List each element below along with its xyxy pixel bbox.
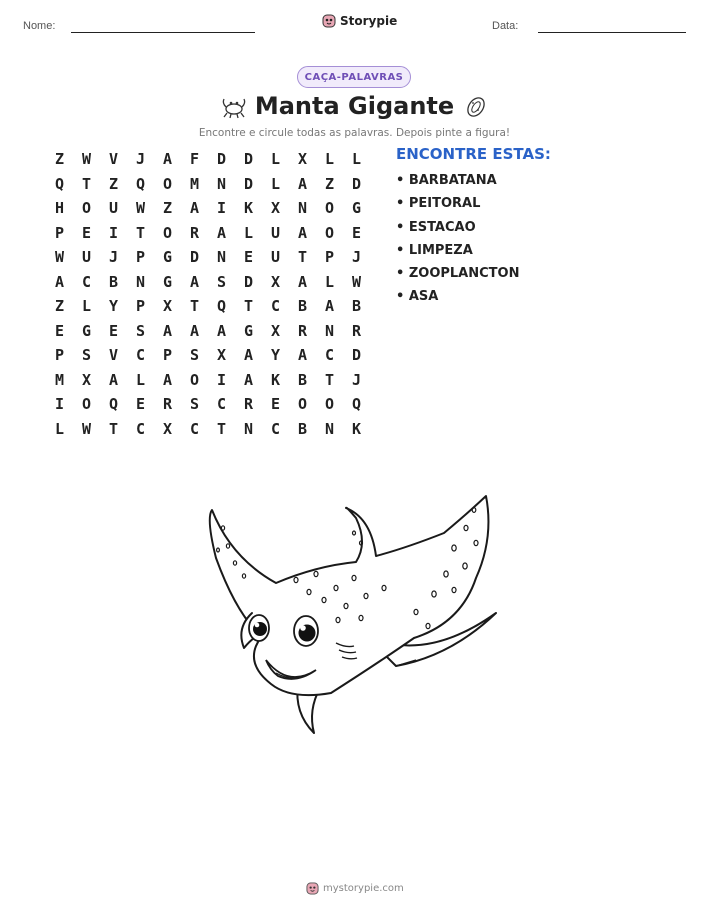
grid-letter[interactable]: B (297, 419, 308, 438)
grid-letter[interactable]: L (324, 150, 335, 168)
grid-row (46, 343, 370, 368)
grid-letter[interactable]: A (297, 272, 308, 291)
grid-letter[interactable]: A (243, 346, 254, 364)
grid-letter[interactable]: R (189, 223, 200, 242)
grid-letter[interactable]: Q (108, 395, 119, 413)
word-item: • PEITORAL (396, 196, 481, 212)
grid-letter[interactable]: A (297, 346, 308, 364)
grid-letter[interactable]: O (189, 370, 200, 389)
grid-letter[interactable]: V (108, 346, 119, 364)
grid-letter[interactable]: Z (108, 174, 119, 193)
grid-row (46, 172, 370, 197)
grid-letter[interactable]: L (81, 297, 92, 315)
grid-letter[interactable]: O (162, 174, 173, 193)
grid-letter[interactable]: O (81, 395, 92, 413)
grid-letter[interactable]: Q (351, 395, 362, 413)
footer (306, 881, 404, 896)
grid-letter[interactable]: P (162, 346, 173, 364)
puzzle-type-badge: CAÇA-PALAVRAS (297, 66, 411, 88)
grid-letter[interactable]: T (324, 370, 335, 389)
grid-letter[interactable]: A (216, 223, 227, 242)
grid-letter[interactable]: I (216, 370, 227, 389)
grid-letter[interactable]: Z (324, 174, 335, 193)
grid-letter[interactable]: A (108, 370, 119, 389)
brand-logo (322, 13, 397, 29)
grid-letter[interactable]: A (162, 370, 173, 389)
word-search-grid[interactable] (46, 147, 370, 441)
grid-letter[interactable]: D (216, 150, 227, 168)
grid-letter[interactable]: L (135, 370, 146, 389)
grid-letter[interactable]: P (135, 297, 146, 315)
grid-letter[interactable]: Q (135, 174, 146, 193)
grid-letter[interactable]: O (162, 223, 173, 242)
grid-letter[interactable]: U (108, 199, 119, 217)
grid-letter[interactable]: L (270, 174, 281, 193)
grid-letter[interactable]: W (81, 419, 92, 438)
grid-letter[interactable]: F (189, 150, 200, 168)
grid-letter[interactable]: E (270, 395, 281, 413)
grid-letter[interactable]: U (81, 248, 92, 266)
grid-letter[interactable]: E (54, 321, 65, 340)
grid-row (46, 319, 370, 344)
grid-letter[interactable]: B (108, 272, 119, 291)
grid-letter[interactable]: A (189, 272, 200, 291)
grid-letter[interactable]: P (324, 248, 335, 266)
grid-letter[interactable]: A (189, 321, 200, 340)
grid-letter[interactable]: L (324, 272, 335, 291)
grid-letter[interactable]: X (270, 272, 281, 291)
grid-letter[interactable]: L (270, 150, 281, 168)
grid-letter[interactable]: T (216, 419, 227, 438)
grid-letter[interactable]: D (351, 346, 362, 364)
word-item: • BARBATANA (396, 173, 497, 188)
grid-letter[interactable]: C (270, 419, 281, 438)
grid-letter[interactable]: T (81, 174, 92, 193)
grid-letter[interactable]: R (297, 321, 308, 340)
instructions: Encontre e circule todas as palavras. Depois pinte a figura! (198, 127, 511, 139)
grid-letter[interactable]: X (162, 297, 173, 315)
grid-letter[interactable]: B (297, 297, 308, 315)
grid-letter[interactable]: H (54, 199, 65, 217)
storypie-mascot-icon (322, 13, 336, 29)
grid-row (46, 294, 370, 319)
grid-letter[interactable]: A (162, 321, 173, 340)
word-item: • ESTACAO (396, 219, 476, 235)
shell-doodle-icon (463, 94, 489, 120)
grid-letter[interactable]: G (162, 248, 173, 266)
grid-letter[interactable]: E (243, 248, 254, 266)
grid-letter[interactable]: O (324, 199, 335, 217)
grid-letter[interactable]: K (351, 419, 362, 438)
grid-letter[interactable]: E (135, 395, 146, 413)
word-list-title: ENCONTRE ESTAS: (396, 145, 551, 163)
date-line[interactable] (538, 32, 686, 33)
grid-letter[interactable]: P (54, 346, 65, 364)
grid-letter[interactable]: G (81, 321, 92, 340)
grid-letter[interactable]: I (54, 395, 65, 413)
grid-letter[interactable]: E (81, 223, 92, 242)
footer-url[interactable]: mystorypie.com (323, 883, 404, 894)
grid-letter[interactable]: G (243, 321, 254, 340)
grid-row (46, 221, 370, 246)
grid-letter[interactable]: B (297, 370, 308, 389)
date-label: Data: (492, 20, 519, 32)
grid-letter[interactable]: B (351, 297, 362, 315)
grid-letter[interactable]: S (216, 272, 227, 291)
grid-letter[interactable]: J (135, 150, 146, 168)
grid-letter[interactable]: C (135, 346, 146, 364)
grid-letter[interactable]: R (243, 395, 254, 413)
grid-letter[interactable]: X (216, 346, 227, 364)
grid-letter[interactable]: I (108, 223, 119, 242)
grid-letter[interactable]: Z (162, 199, 173, 217)
grid-row (46, 392, 370, 417)
grid-letter[interactable]: D (243, 150, 254, 168)
grid-letter[interactable]: N (216, 174, 227, 193)
grid-letter[interactable]: T (135, 223, 146, 242)
grid-letter[interactable]: O (297, 395, 308, 413)
storypie-mascot-icon (306, 881, 319, 896)
grid-letter[interactable]: Z (54, 150, 65, 168)
grid-letter[interactable]: S (189, 395, 200, 413)
grid-letter[interactable]: M (189, 174, 200, 193)
grid-row (46, 270, 370, 295)
grid-letter[interactable]: C (81, 272, 92, 291)
grid-letter[interactable]: W (81, 150, 92, 168)
grid-letter[interactable]: T (108, 419, 119, 438)
grid-letter[interactable]: E (108, 321, 119, 340)
grid-letter[interactable]: O (81, 199, 92, 217)
grid-letter[interactable]: P (54, 223, 65, 242)
grid-letter[interactable]: W (135, 199, 146, 217)
grid-letter[interactable]: X (270, 321, 281, 340)
word-list (396, 171, 519, 311)
grid-letter[interactable]: J (108, 248, 119, 266)
grid-letter[interactable]: S (135, 321, 146, 340)
grid-letter[interactable]: N (324, 419, 335, 438)
grid-letter[interactable]: A (162, 150, 173, 168)
grid-letter[interactable]: Y (108, 297, 119, 315)
grid-letter[interactable]: S (81, 346, 92, 364)
word-item: • LIMPEZA (396, 242, 473, 258)
grid-letter[interactable]: N (243, 419, 254, 438)
grid-letter[interactable]: O (324, 223, 335, 242)
grid-letter[interactable]: N (297, 199, 308, 217)
grid-letter[interactable]: E (351, 223, 362, 242)
grid-letter[interactable]: L (351, 150, 362, 168)
grid-letter[interactable]: A (216, 321, 227, 340)
grid-letter[interactable]: X (270, 199, 281, 217)
grid-letter[interactable]: J (351, 248, 362, 266)
grid-letter[interactable]: X (297, 150, 308, 168)
grid-letter[interactable]: A (243, 370, 254, 389)
word-item: • ZOOPLANCTON (396, 266, 520, 282)
grid-letter[interactable]: C (324, 346, 335, 364)
grid-letter[interactable]: I (216, 199, 227, 217)
grid-letter[interactable]: A (54, 272, 65, 291)
grid-letter[interactable]: D (243, 272, 254, 291)
grid-letter[interactable]: D (189, 248, 200, 266)
grid-letter[interactable]: X (81, 370, 92, 389)
manta-ray-illustration (196, 488, 516, 738)
grid-letter[interactable]: G (162, 272, 173, 291)
grid-letter[interactable]: V (108, 150, 119, 168)
grid-letter[interactable]: K (243, 199, 254, 217)
grid-letter[interactable]: C (189, 419, 200, 438)
name-line[interactable] (71, 32, 255, 33)
grid-letter[interactable]: G (351, 199, 362, 217)
grid-letter[interactable]: U (270, 223, 281, 242)
grid-letter[interactable]: Q (54, 174, 65, 193)
grid-letter[interactable]: A (297, 223, 308, 242)
grid-letter[interactable]: T (243, 297, 254, 315)
grid-letter[interactable]: O (324, 395, 335, 413)
grid-letter[interactable]: L (54, 419, 65, 438)
grid-letter[interactable]: M (54, 370, 65, 389)
grid-letter[interactable]: J (351, 370, 362, 389)
grid-letter[interactable]: A (297, 174, 308, 193)
grid-letter[interactable]: N (324, 321, 335, 340)
grid-row (46, 196, 370, 221)
grid-letter[interactable]: P (135, 248, 146, 266)
grid-letter[interactable]: R (351, 321, 362, 340)
grid-letter[interactable]: A (189, 199, 200, 217)
grid-letter[interactable]: Y (270, 346, 281, 364)
grid-row (46, 245, 370, 270)
grid-row (46, 147, 370, 172)
grid-letter[interactable]: C (216, 395, 227, 413)
grid-letter[interactable]: D (243, 174, 254, 193)
grid-row (46, 417, 370, 442)
grid-letter[interactable]: L (243, 223, 254, 242)
grid-letter[interactable]: T (189, 297, 200, 315)
grid-letter[interactable]: N (135, 272, 146, 291)
grid-letter[interactable]: S (189, 346, 200, 364)
grid-letter[interactable]: D (351, 174, 362, 193)
grid-letter[interactable]: U (270, 248, 281, 266)
grid-letter[interactable]: C (135, 419, 146, 438)
grid-letter[interactable]: X (162, 419, 173, 438)
grid-letter[interactable]: A (324, 297, 335, 315)
page-title: Manta Gigante (254, 92, 455, 120)
grid-letter[interactable]: T (297, 248, 308, 266)
grid-letter[interactable]: C (270, 297, 281, 315)
grid-letter[interactable]: Z (54, 297, 65, 315)
word-item: • ASA (396, 289, 439, 305)
brand-name: Storypie (340, 14, 398, 28)
grid-letter[interactable]: W (54, 248, 65, 266)
grid-row (46, 368, 370, 393)
name-label: Nome: (23, 20, 56, 32)
grid-letter[interactable]: K (270, 370, 281, 389)
grid-letter[interactable]: W (351, 272, 362, 291)
grid-letter[interactable]: Q (216, 297, 227, 315)
grid-letter[interactable]: N (216, 248, 227, 266)
grid-letter[interactable]: R (162, 395, 173, 413)
